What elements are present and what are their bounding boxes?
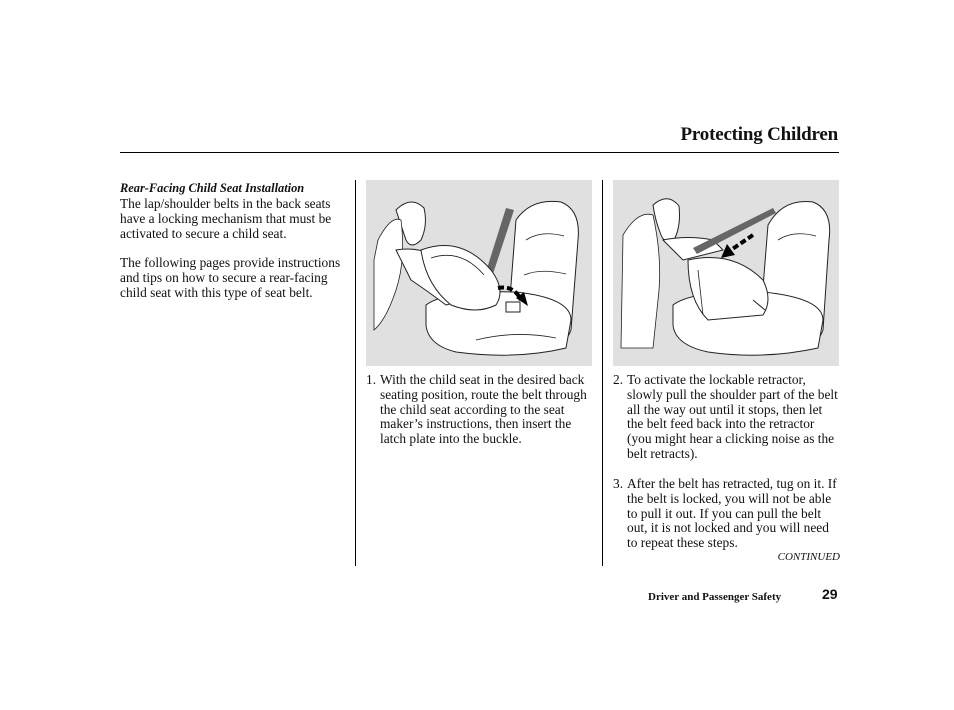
intro-paragraph-1: The lap/shoulder belts in the back seats have a locking mechanism that must be activated to secure a child seat. xyxy=(120,196,332,241)
column-divider-1 xyxy=(355,180,356,566)
illustration-step-2 xyxy=(613,180,839,366)
continued-label: CONTINUED xyxy=(777,551,840,563)
step-1-number: 1. xyxy=(366,372,377,387)
step-2-number: 2. xyxy=(613,372,624,387)
intro-paragraph-2: The following pages provide instructions and tips on how to secure a rear-facing child seat with this type of seat belt. xyxy=(120,255,341,300)
rear-facing-seat-buckle-illustration xyxy=(366,180,592,366)
illustration-step-1 xyxy=(366,180,592,366)
step-3-text: After the belt has retracted, tug on it. If the belt is locked, you will not be able to pull it out. If you can pull the belt out, it is not locked and you will need to repeat these steps. xyxy=(627,476,837,551)
intro-column xyxy=(120,181,346,314)
section-heading: Rear-Facing Child Seat Installation xyxy=(120,181,305,195)
step-3-number: 3. xyxy=(613,476,624,491)
pull-shoulder-belt-illustration xyxy=(613,180,839,366)
step-2-text: To activate the lockable retractor, slowly pull the shoulder part of the belt all the way out until it stops, then let the belt feed back into the retractor (you might hear a clicking noise as the belt retracts). xyxy=(627,372,838,461)
page-title: Protecting Children xyxy=(680,124,838,145)
step-1-text: With the child seat in the desired back seating position, route the belt through the child seat according to the seat maker’s instructions, then insert the latch plate into the buckle. xyxy=(380,372,587,447)
page-number: 29 xyxy=(822,586,838,602)
title-rule xyxy=(120,152,839,153)
footer-section-label: Driver and Passenger Safety xyxy=(648,591,782,603)
column-divider-2 xyxy=(602,180,603,566)
